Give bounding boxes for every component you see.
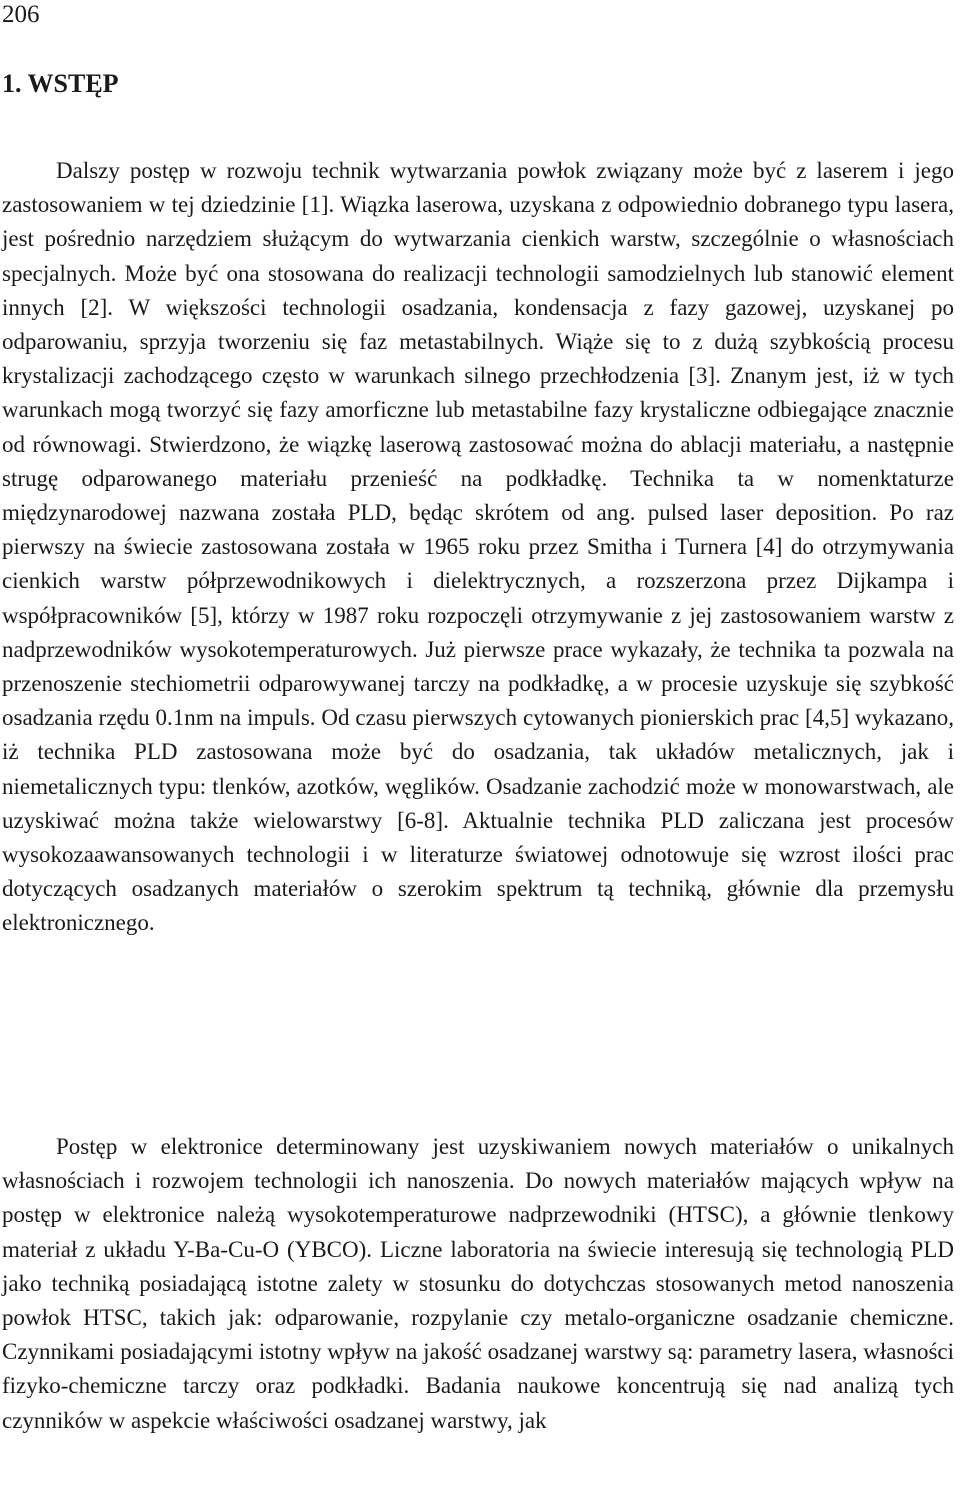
paragraph-introduction: Dalszy postęp w rozwoju technik wytwarzania powłok związany może być z laserem i jego zastosowaniem w tej dziedzinie [1]. Wiązka laserowa, uzyskana z odpowiednio dobranego typu lasera, jest pośrednio narzędziem służącym do wytwarzania cienkich warstw, szczególnie o własnościach specjalnych. Może być ona stosowana do realizacji technologii samodzielnych lub stanowić element innych [2]. W większości technologii osadzania, kondensacja z fazy gazowej, uzyskanej po odparowaniu, sprzyja tworzeniu się faz metastabilnych. Wiąże się to z dużą szybkością procesu krystalizacji zachodzącego często w warunkach silnego przechłodzenia [3]. Znanym jest, iż w tych warunkach mogą tworzyć się fazy amorficzne lub metastabilne fazy krystaliczne odbiegające znacznie od równowagi. Stwierdzono, że wiązkę laserową zastosować można do ablacji materiału, a następnie strugę odparowanego materiału przenieść na podkładkę. Technika ta w nomenktaturze międzynarodowej nazwana została PLD, będąc skrótem od ang. pulsed laser deposition. Po raz pierwszy na świecie zastosowana została w 1965 roku przez Smitha i Turnera [4] do otrzymywania cienkich warstw półprzewodnikowych i dielektrycznych, a rozszerzona przez Dijkampa i współpracowników [5], którzy w 1987 roku rozpoczęli otrzymywanie z jej zastosowaniem warstw z nadprzewodników wysokotemperaturowych. Już pierwsze prace wykazały, że technika ta pozwala na przenoszenie stechiometrii odparowywanej tarczy na podkładkę, a w procesie uzyskuje się szybkość osadzania rzędu 0.1nm na impuls. Od czasu pierwszych cytowanych pionierskich prac [4,5] wykazano, iż technika PLD zastosowana może być do osadzania, tak układów metalicznych, jak i niemetalicznych typu: tlenków, azotków, węglików. Osadzanie zachodzić może w monowarstwach, ale uzyskiwać można także wielowarstwy [6-8]. Aktualnie technika PLD zaliczana jest procesów wysokozaawansowanych technologii i w literaturze światowej odnotowuje się wzrost ilości prac dotyczących osadzanych materiałów o szerokim spektrum tą techniką, głównie dla przemysłu elektronicznego. [2,158,954,936]
section-heading: 1. WSTĘP [2,69,119,98]
page-number: 206 [2,1,40,28]
paragraph-electronics: Postęp w elektronice determinowany jest uzyskiwaniem nowych materiałów o unikalnych własnościach i rozwojem technologii ich nanoszenia. Do nowych materiałów mających wpływ na postęp w elektronice należą wysokotemperaturowe nadprzewodniki (HTSC), a głównie tlenkowy materiał z układu Y-Ba-Cu-O (YBCO). Liczne laboratoria na świecie interesują się technologią PLD jako techniką posiadającą istotne zalety w stosunku do dotychczas stosowanych metod nanoszenia powłok HTSC, takich jak: odparowanie, rozpylanie czy metalo-organiczne osadzanie chemiczne. Czynnikami posiadającymi istotny wpływ na jakość osadzanej warstwy są: parametry lasera, własności fizyko-chemiczne tarczy oraz podkładki. Badania naukowe koncentrują się nad analizą tych czynników w aspekcie właściwości osadzanej warstwy, jak [2,1134,954,1433]
